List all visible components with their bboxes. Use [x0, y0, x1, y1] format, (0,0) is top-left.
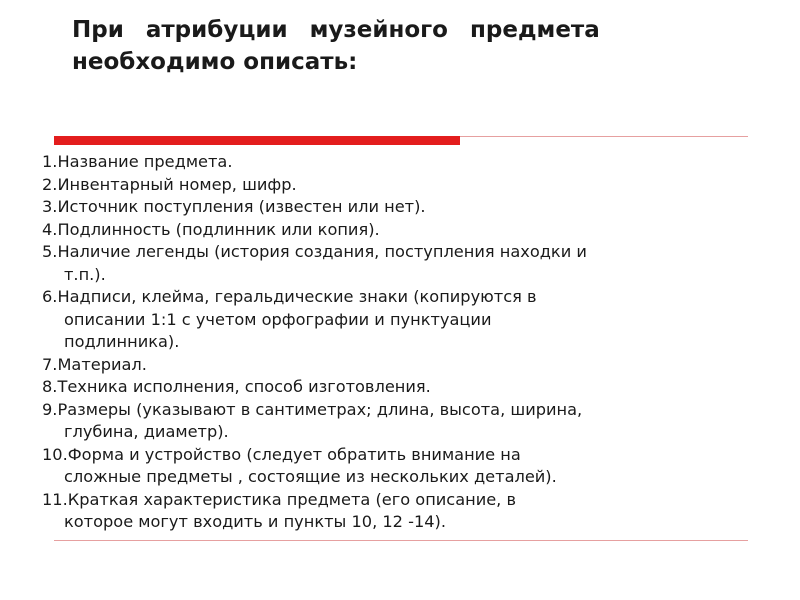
list-item-text: 2.Инвентарный номер, шифр.	[42, 174, 297, 194]
list-item-text: 7.Материал.	[42, 354, 147, 374]
list-item	[42, 241, 758, 286]
list-item	[42, 444, 758, 489]
list-item	[42, 174, 758, 197]
list-item-continuation: глубина, диаметр).	[64, 422, 229, 441]
list-item-continuation: описании 1:1 с учетом орфографии и пунктуации	[64, 309, 492, 329]
list-item-continuation: т.п.).	[64, 264, 106, 284]
attribution-list	[42, 151, 758, 534]
list-item-text: 9.Размеры (указывают в сантиметрах; длина, высота, ширина,	[42, 399, 583, 419]
list-item	[42, 219, 758, 242]
slide-title-line-1: При атрибуции музейного предмета	[72, 17, 600, 43]
list-item-text: 8.Техника исполнения, способ изготовления.	[42, 377, 431, 396]
list-item-text: 3.Источник поступления (известен или нет).	[42, 197, 426, 216]
list-item-text: 11.Краткая характеристика предмета (его описание, в	[42, 489, 517, 509]
list-item-text: 1.Название предмета.	[42, 152, 233, 171]
list-item	[42, 151, 758, 174]
divider-red-accent	[54, 136, 460, 145]
list-item	[42, 196, 758, 219]
list-item-text: 4.Подлинность (подлинник или копия).	[42, 219, 380, 239]
list-item-text: 10.Форма и устройство (следует обратить внимание на	[42, 444, 521, 464]
list-item	[42, 376, 758, 399]
list-item-text: 5.Наличие легенды (история создания, поступления находки и	[42, 242, 587, 261]
list-item-continuation: которое могут входить и пункты 10, 12 -14).	[64, 512, 447, 531]
list-item-text: 6.Надписи, клейма, геральдические знаки (копируются в	[42, 287, 537, 306]
list-item-continuation: подлинника).	[64, 332, 180, 351]
list-item	[42, 489, 758, 534]
divider-thin-bottom	[54, 540, 748, 541]
list-item	[42, 399, 758, 444]
list-item	[42, 354, 758, 377]
list-item	[42, 286, 758, 354]
slide-title-line-2: необходимо описать:	[72, 49, 358, 75]
slide-title	[72, 14, 732, 78]
list-item-continuation: сложные предметы , состоящие из нескольких деталей).	[64, 467, 557, 486]
